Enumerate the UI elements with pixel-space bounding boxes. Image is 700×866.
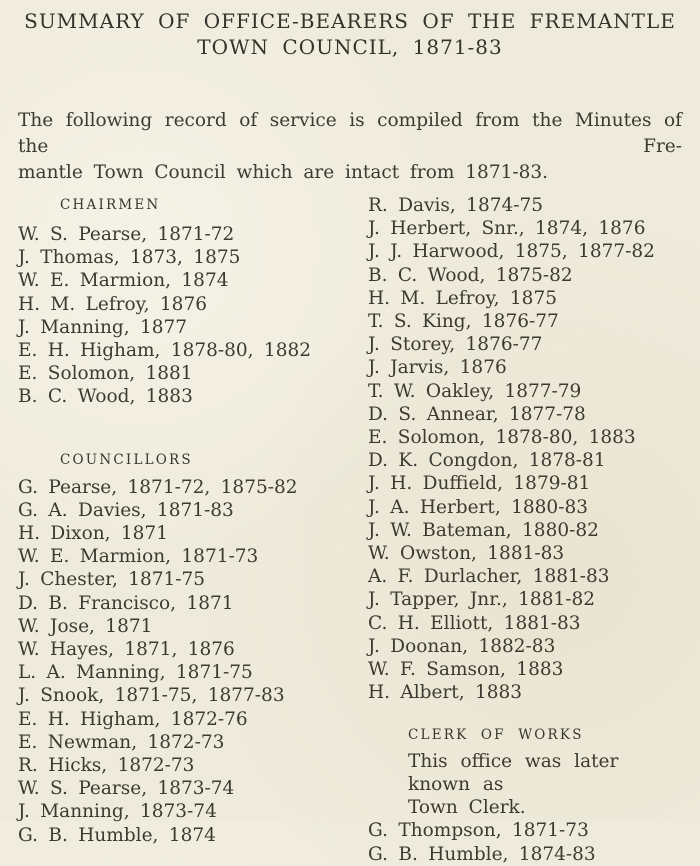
list-item: J. A. Herbert, 1880-83: [368, 496, 588, 518]
list-item: J. Snook, 1871-75, 1877-83: [18, 685, 285, 707]
list-item: E. Solomon, 1878-80, 1883: [368, 427, 636, 449]
list-item: G. A. Davies, 1871-83: [18, 499, 234, 521]
list-item: J. Chester, 1871-75: [18, 569, 206, 591]
list-item: H. M. Lefroy, 1876: [18, 293, 207, 315]
list-item: E. Newman, 1872-73: [18, 731, 225, 753]
list-item: J. H. Duffield, 1879-81: [368, 473, 591, 495]
page-title-line2: TOWN COUNCIL, 1871-83: [197, 35, 503, 59]
page-title-line1: SUMMARY OF OFFICE-BEARERS OF THE FREMANTLE: [24, 9, 676, 33]
list-item: H. Dixon, 1871: [18, 523, 168, 545]
intro-paragraph: [18, 108, 690, 186]
list-item: B. C. Wood, 1875-82: [368, 264, 573, 286]
list-item: A. F. Durlacher, 1881-83: [368, 566, 610, 588]
list-item: R. Davis, 1874-75: [368, 195, 544, 216]
right-column: [368, 194, 690, 866]
list-item: W. E. Marmion, 1874: [18, 270, 229, 292]
list-item: T. S. King, 1876-77: [368, 311, 559, 333]
chairmen-heading: CHAIRMEN: [60, 197, 161, 213]
list-item: B. C. Wood, 1883: [18, 386, 193, 408]
list-item: D. B. Francisco, 1871: [18, 592, 234, 614]
clerk-of-works-heading: CLERK OF WORKS: [408, 727, 584, 744]
list-item: J. W. Bateman, 1880-82: [368, 519, 599, 541]
list-item: W. Hayes, 1871, 1876: [18, 639, 235, 661]
list-item: W. F. Samson, 1883: [368, 659, 564, 681]
list-item: D. K. Congdon, 1878-81: [368, 450, 606, 472]
list-item: E. Solomon, 1881: [18, 363, 193, 385]
list-item: J. Jarvis, 1876: [368, 357, 507, 379]
councillors-list-left: [18, 476, 368, 847]
list-item: C. H. Elliott, 1881-83: [368, 612, 581, 634]
list-item: R. Hicks, 1872-73: [18, 755, 195, 777]
intro-line1: The following record of service is compiled from the Minutes of the Fre-: [18, 110, 682, 157]
page-title: [18, 8, 682, 60]
list-item: H. Albert, 1883: [368, 682, 523, 704]
list-item: J. Manning, 1877: [18, 316, 188, 338]
list-item: T. W. Oakley, 1877-79: [368, 380, 582, 402]
list-item: J. Herbert, Snr., 1874, 1876: [368, 218, 646, 240]
clerk-note-line2: Town Clerk.: [408, 797, 526, 819]
list-item: W. Owston, 1881-83: [368, 543, 565, 565]
list-item: E. H. Higham, 1878-80, 1882: [18, 340, 312, 362]
list-item: J. Storey, 1876-77: [368, 334, 543, 356]
list-item: H. M. Lefroy, 1875: [368, 287, 557, 309]
list-item: J. Doonan, 1882-83: [368, 635, 556, 657]
clerk-of-works-note: [408, 750, 690, 819]
list-item: D. S. Annear, 1877-78: [368, 403, 586, 425]
list-item: E. H. Higham, 1872-76: [18, 708, 248, 730]
clerk-of-works-list: [368, 819, 690, 865]
list-item: G. Thompson, 1871-73: [368, 820, 589, 842]
list-item: W. Jose, 1871: [18, 615, 153, 637]
list-item: W. S. Pearse, 1873-74: [18, 778, 235, 800]
list-item: J. Manning, 1873-74: [18, 801, 217, 823]
list-item: J. J. Harwood, 1875, 1877-82: [368, 241, 655, 263]
clerk-note-line1: This office was later known as: [408, 751, 619, 796]
list-item: G. Pearse, 1871-72, 1875-82: [18, 476, 298, 498]
two-column-layout: [18, 194, 690, 866]
list-item: G. B. Humble, 1874: [18, 824, 216, 846]
councillors-list-right: [368, 194, 690, 704]
list-item: L. A. Manning, 1871-75: [18, 662, 253, 684]
list-item: J. Tapper, Jnr., 1881-82: [368, 589, 596, 611]
left-column: [18, 194, 368, 866]
intro-line2: mantle Town Council which are intact from 1871-83.: [18, 162, 549, 183]
list-item: J. Thomas, 1873, 1875: [18, 247, 241, 269]
chairmen-list: [18, 223, 368, 409]
list-item: W. S. Pearse, 1871-72: [18, 224, 235, 245]
councillors-heading: COUNCILLORS: [60, 451, 193, 468]
list-item: G. B. Humble, 1874-83: [368, 843, 596, 865]
list-item: W. E. Marmion, 1871-73: [18, 546, 259, 568]
